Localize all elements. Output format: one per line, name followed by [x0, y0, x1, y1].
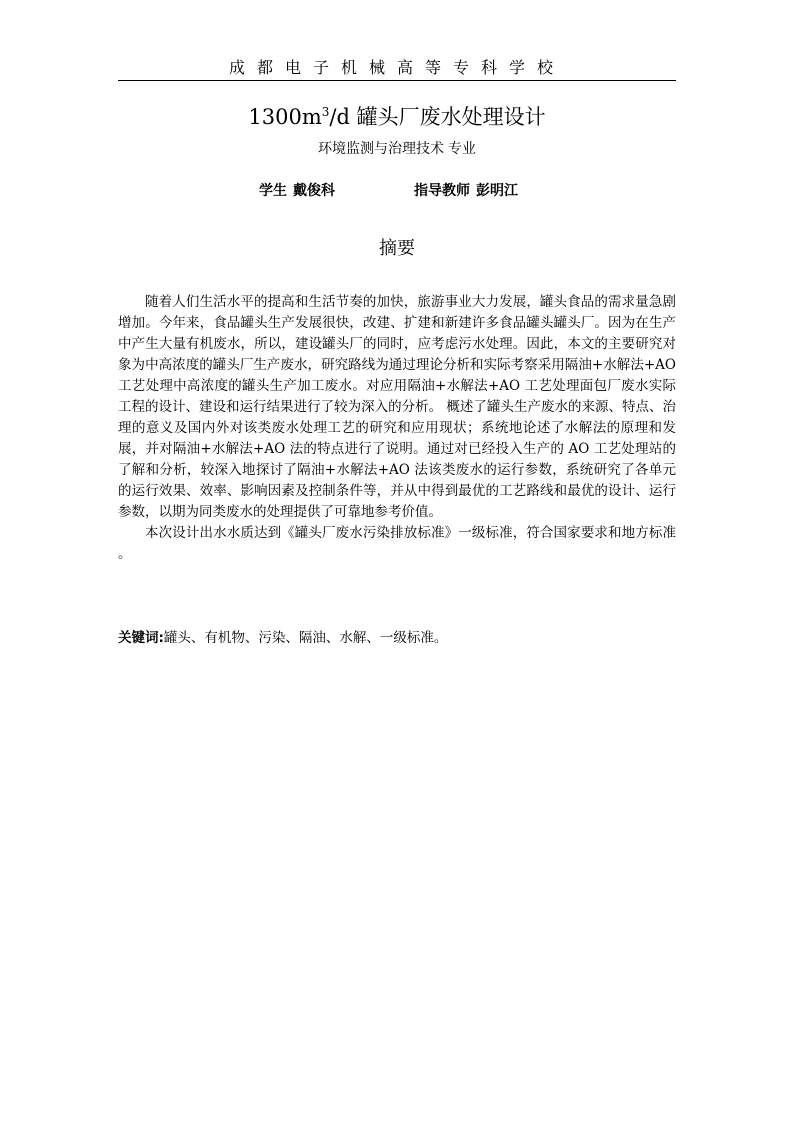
abstract-body — [118, 292, 676, 565]
student-info — [259, 180, 335, 202]
abstract-paragraph: 随着人们生活水平的提高和生活节奏的加快，旅游事业大力发展，罐头食品的需求量急剧增加。今年来，食品罐头生产发展很快，改建、扩建和新建许多食品罐头罐头厂。因为在生产中产生大量有机废水，所以，建设罐头厂的同时，应考虑污水处理。因此，本文的主要研究对象为中高浓度的罐头厂生产废水，研究路线为通过理论分析和实际考察采用隔油+水解法+AO 工艺处理中高浓度的罐头生产加工废水。对应用隔油+水解法+AO 工艺处理面包厂废水实际工程的设计、建设和运行结果进行了较为深入的分析。 概述了罐头生产废水的来源、特点、治理的意义及国内外对该类废水处理工艺的研究和应用现状；系统地论述了水解法的原理和发展，并对隔油+水解法+AO 法的特点进行了说明。通过对已经投入生产的 AO 工艺处理站的了解和分析，较深入地探讨了隔油+水解法+AO 法该类废水的运行参数，系统研究了各单元的运行效果、效率、影响因素及控制条件等，并从中得到最优的工艺路线和最优的设计、运行参数，以期为同类废水的处理提供了可靠地参考价值。 — [118, 294, 676, 520]
advisor-name: 彭明江 — [476, 183, 518, 199]
abstract-heading: 摘要 — [379, 238, 415, 259]
keywords-label: 关键词: — [118, 630, 164, 646]
title-prefix: 1300m — [248, 105, 322, 129]
document-title — [118, 102, 676, 132]
major-line — [118, 138, 676, 160]
title-superscript: 3 — [321, 105, 330, 119]
advisor-label: 指导教师 — [414, 183, 470, 199]
abstract-paragraph: 本次设计出水水质达到《罐头厂废水污染排放标准》一级标准，符合国家要求和地方标准 。 — [118, 525, 676, 562]
major-name: 环境监测与治理技术 — [318, 141, 444, 157]
student-label: 学生 — [259, 183, 287, 199]
title-suffix: /d 罐头厂废水处理设计 — [329, 105, 546, 129]
student-name: 戴俊科 — [293, 183, 335, 199]
header-divider — [118, 80, 676, 81]
major-suffix: 专业 — [448, 141, 476, 157]
keywords-text: 罐头、有机物、污染、隔油、水解、一级标准。 — [163, 630, 448, 646]
keywords-line — [118, 628, 676, 649]
advisor-info — [414, 180, 518, 202]
school-header: 成都电子机械高等专科学校 — [228, 58, 565, 77]
